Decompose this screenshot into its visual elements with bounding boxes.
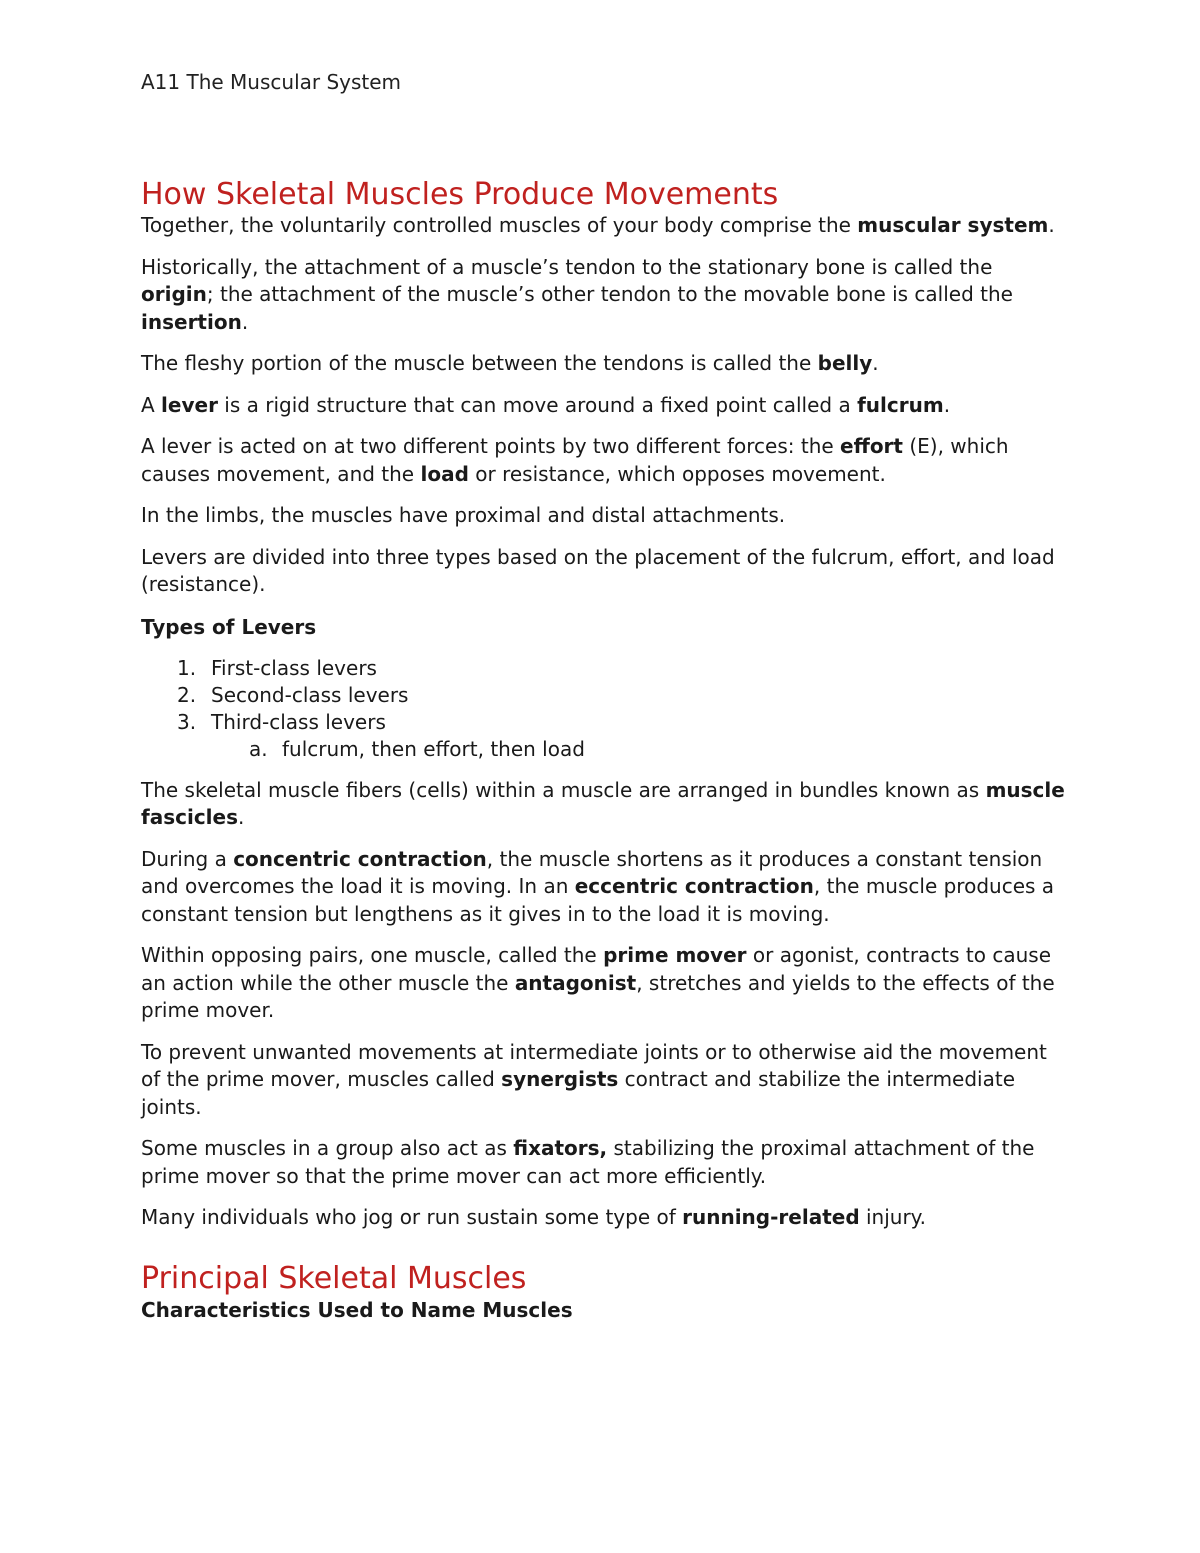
lever-types-list: [141, 655, 1071, 763]
text: Together, the voluntarily controlled muscles of your body comprise the: [141, 213, 858, 237]
list-item: [141, 709, 1071, 736]
term-synergists: synergists: [501, 1067, 619, 1091]
paragraph-contractions: [141, 846, 1071, 929]
term-lever: lever: [161, 392, 218, 417]
term-fixators: fixators,: [513, 1136, 608, 1160]
paragraph-muscular-system: [141, 212, 1071, 240]
text: , the muscle shortens as it produces a constant tension and overcomes the load it is moving. In an: [141, 846, 1043, 898]
term-muscle-fascicles: muscle fascicles: [141, 777, 1065, 829]
document-header: A11 The Muscular System: [141, 70, 402, 94]
text: Within opposing pairs, one muscle, called the: [141, 943, 604, 967]
text: contract and stabilize the intermediate joints.: [141, 1067, 1016, 1119]
list-item: [141, 682, 1071, 709]
types-of-levers-heading: Types of Levers: [141, 614, 317, 639]
list-letter: a.: [249, 736, 268, 761]
list-item-label: First-class levers: [211, 655, 377, 680]
paragraph-lever: [141, 392, 1071, 420]
list-item-label: Second-class levers: [211, 682, 409, 707]
term-prime-mover: prime mover: [603, 943, 747, 967]
term-origin: origin: [141, 282, 207, 306]
term-eccentric-contraction: eccentric contraction: [574, 874, 814, 898]
document-page: [141, 68, 1071, 1324]
section-subtitle-naming: Characteristics Used to Name Muscles: [141, 1297, 573, 1322]
text: injury.: [859, 1205, 927, 1229]
list-number: 2.: [177, 682, 197, 707]
text: The skeletal muscle fibers (cells) within a muscle are arranged in bundles known as: [141, 777, 986, 802]
term-effort: effort: [840, 434, 903, 458]
text: ; the attachment of the muscle’s other tendon to the movable bone is called the: [206, 282, 1013, 306]
paragraph-prime-mover: [141, 942, 1071, 1025]
paragraph-effort-load: [141, 433, 1071, 488]
text: stabilizing the proximal attachment of the prime mover so that the prime mover can act more efficiently.: [141, 1136, 1035, 1188]
paragraph-lever-types-intro: Levers are divided into three types based on the placement of the fulcrum, effort, and load (resistance).: [141, 544, 1055, 596]
text: Historically, the attachment of a muscle’s tendon to the stationary bone is called the: [141, 254, 993, 279]
list-item-label: Third-class levers: [211, 709, 386, 734]
list-item-label: fulcrum, then effort, then load: [282, 736, 585, 761]
term-muscular-system: muscular system: [857, 213, 1049, 237]
paragraph-running-injury: [141, 1204, 1071, 1232]
term-insertion: insertion: [141, 309, 242, 334]
paragraph-fixators: [141, 1135, 1071, 1190]
term-concentric-contraction: concentric contraction: [233, 846, 487, 871]
term-load: load: [420, 461, 469, 486]
term-fulcrum: fulcrum: [857, 392, 944, 417]
term-antagonist: antagonist: [514, 970, 637, 995]
text: .: [943, 392, 951, 417]
paragraph-fascicles: [141, 777, 1071, 832]
text: Some muscles in a group also act as: [141, 1136, 514, 1160]
text: The fleshy portion of the muscle between the tendons is called the: [141, 351, 818, 375]
sub-list: [141, 736, 1071, 763]
list-item: [141, 655, 1071, 682]
paragraph-belly: [141, 350, 1071, 378]
paragraph-synergists: [141, 1039, 1071, 1122]
list-number: 1.: [177, 655, 197, 680]
text: is a rigid structure that can move around a fixed point called a: [217, 392, 858, 417]
text: .: [238, 805, 245, 829]
paragraph-limbs: In the limbs, the muscles have proximal and distal attachments.: [141, 503, 786, 527]
list-item: [141, 736, 1071, 763]
text: .: [1048, 213, 1055, 237]
term-running-related: running-related: [682, 1205, 860, 1229]
text: A: [141, 392, 162, 417]
text: or resistance, which opposes movement.: [468, 461, 886, 486]
text: , stretches and yields to the effects of the prime mover.: [141, 970, 1055, 1022]
text: Many individuals who jog or run sustain some type of: [141, 1205, 683, 1229]
section-title-principal-muscles: Principal Skeletal Muscles: [141, 1260, 527, 1296]
text: During a: [141, 846, 234, 871]
list-number: 3.: [177, 709, 197, 734]
section-title-movements: How Skeletal Muscles Produce Movements: [141, 177, 779, 212]
text: .: [872, 351, 879, 375]
list-item-nested: [141, 736, 1071, 763]
text: A lever is acted on at two different points by two different forces: the: [141, 434, 841, 458]
text: To prevent unwanted movements at intermediate joints or to otherwise aid the movement of the prime mover, muscles called: [141, 1039, 1047, 1091]
term-belly: belly: [817, 351, 873, 375]
text: .: [241, 309, 249, 334]
text: or agonist, contracts to cause an action while the other muscle the: [141, 943, 1052, 995]
paragraph-origin-insertion: [141, 254, 1071, 337]
text: (E), which causes movement, and the: [141, 434, 1009, 486]
text: , the muscle produces a constant tension but lengthens as it gives in to the load it is moving.: [141, 874, 1055, 926]
